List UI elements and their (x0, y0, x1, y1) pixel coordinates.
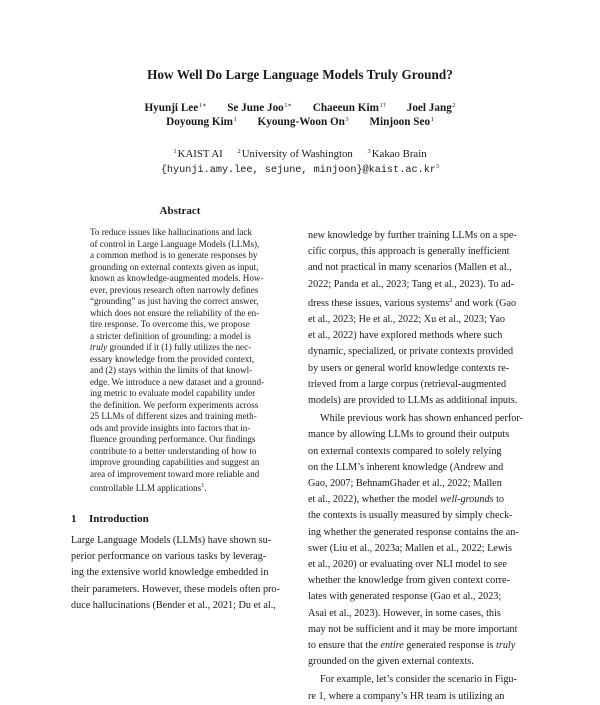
author-line-1 (0, 101, 600, 114)
body-line: swer (Liu et al., 2023a; Mallen et al., 2022; Lewis (308, 542, 512, 554)
abstract-line: ing metric to evaluate model capability under (90, 388, 256, 398)
footnote-marker: 1 (201, 482, 205, 489)
affiliation: $^1$KAIST AI (173, 148, 223, 160)
abstract-line: which does not ensure the reliability of the en- (90, 307, 260, 318)
abstract-line: tire response. To overcome this, we propose (90, 319, 250, 329)
paragraph (308, 672, 530, 704)
body-line: may not be sufficient and it may be more important (308, 623, 518, 635)
author: Doyoung Kim$^1$ (166, 116, 237, 128)
intro-line: ing the extensive world knowledge embedded in (71, 567, 269, 579)
body-line: cific corpus, this approach is generally inefficient (308, 246, 510, 258)
emphasis: truly (496, 640, 516, 652)
intro-line: perior performance on various tasks by leverag- (71, 551, 267, 563)
body-line: 2022; Panda et al., 2023; Tang et al., 2023). To ad- (308, 278, 515, 290)
body-line: For example, let’s consider the scenario in Figu- (320, 674, 517, 686)
body-line: dynamic, specialized, or private contexts provided (308, 346, 514, 358)
author: Chaeeun Kim$^{1\dagger}$ (312, 102, 386, 114)
author: Se June Joo$^{1∗}$ (227, 102, 292, 114)
section-number: 1 (71, 513, 77, 525)
intro-line: their parameters. However, these models often pro- (71, 583, 280, 595)
abstract-line: of control in Large Language Models (LLMs), (90, 238, 260, 249)
abstract-line: essary knowledge from the provided context, (90, 353, 255, 364)
body-line: lates with generated response (Gao et al., 2023; (308, 591, 502, 603)
author: Minjoon Seo$^1$ (369, 116, 434, 128)
emphasis: well-grounds (440, 494, 494, 506)
body-line: to ensure that the entire generated response is truly (308, 640, 516, 652)
abstract-line: improve grounding capabilities and suggest an (90, 457, 260, 467)
body-line: models) are provided to LLMs as additional inputs. (308, 395, 518, 407)
body-line: et al., 2022) have explored methods where such (308, 330, 503, 342)
body-line: the contexts is usually measured by simply check- (308, 510, 513, 522)
body-line: grounded on the given external contexts. (308, 656, 474, 668)
paragraph (308, 228, 530, 409)
abstract-line: ever, previous research often narrowly defines (90, 284, 259, 295)
author-line-2 (0, 116, 600, 128)
affiliations (0, 148, 600, 160)
body-line: and not practical in many scenarios (Mallen et al., (308, 262, 512, 274)
body-line: Gao, 2007; BehnamGhader et al., 2022; Mallen (308, 478, 502, 490)
body-line: new knowledge by further training LLMs on a spe- (308, 230, 517, 241)
emphasis: entire (380, 640, 404, 652)
abstract-line: a stricter definition of grounding: a model is (90, 330, 251, 341)
abstract-line: contribute to a better understanding of how to (90, 445, 257, 456)
body-line: whether the knowledge from given context corre- (308, 575, 510, 587)
paragraph (308, 411, 530, 670)
abstract-emphasis: truly (90, 342, 108, 352)
right-column (308, 228, 530, 705)
body-line: While previous work has shown enhanced perfor- (320, 413, 523, 425)
body-line: Asai et al., 2023). However, in some cases, this (308, 607, 501, 619)
body-line: by users or general world knowledge contexts re- (308, 362, 510, 374)
abstract-line: controllable LLM applications$^1$. (90, 482, 207, 493)
body-line: on external contexts compared to solely relying (308, 445, 502, 457)
body-line: trieved from a large corpus (retrieval-augmented (308, 378, 507, 390)
body-line: mance by allowing LLMs to ground their outputs (308, 429, 510, 441)
abstract-line: a common method is to generate responses by (90, 250, 258, 260)
abstract-line: To reduce issues like hallucinations and lack (90, 227, 252, 237)
intro-line: duce hallucinations (Bender et al., 2021; Du et al., (71, 599, 276, 611)
abstract-line: edge. We introduce a new dataset and a ground- (90, 376, 265, 387)
section-heading-introduction (71, 513, 149, 525)
body-line: ing whether the generated response contains the an- (308, 526, 519, 538)
abstract-heading: Abstract (159, 205, 201, 217)
paper-title: How Well Do Large Language Models Truly Ground? (147, 67, 453, 82)
abstract-line: grounding on external contexts given as input, (90, 261, 259, 272)
affiliation: $^3$Kakao Brain (367, 148, 427, 160)
body-line: et al., 2023; He et al., 2022; Xu et al., 2023; Yao (308, 314, 505, 326)
email-address: {hyunji.amy.lee, sejune, minjoon}@kaist.ac.kr (160, 165, 436, 176)
abstract-line: fluence grounding performance. Our findings (90, 434, 256, 444)
abstract-line: “grounding” as just having the correct answer, (90, 296, 259, 306)
section-title: Introduction (89, 513, 149, 525)
affiliation: $^2$University of Washington (237, 148, 353, 160)
author: Hyunji Lee$^{1∗}$ (144, 102, 207, 114)
body-line: dress these issues, various systems$^2$ and work (Gao (308, 296, 517, 309)
body-line: et al., 2022), whether the model well-grounds to (308, 494, 504, 506)
abstract-line: area of improvement toward more reliable and (90, 468, 260, 479)
body-line: on the LLM’s inherent knowledge (Andrew and (308, 461, 504, 473)
introduction-body (71, 533, 292, 614)
abstract-line: and (2) stays within the limits of that knowl- (90, 365, 253, 375)
body-line: et al., 2020) or evaluating over NLI model to see (308, 559, 507, 571)
author-emails (0, 163, 600, 176)
abstract-line: the definition. We perform experiments across (90, 399, 259, 410)
author: Joel Jang$^2$ (406, 102, 456, 114)
abstract-body (90, 227, 274, 495)
abstract-line: ods and provide insights into factors that in- (90, 422, 251, 433)
body-line: re 1, where a company’s HR team is utilizing an (308, 690, 505, 702)
abstract-line: truly grounded if it (1) fully utilizes the nec- (90, 342, 252, 352)
footnote-marker: 2 (449, 296, 453, 304)
author: Kyoung-Woon On$^3$ (257, 116, 349, 128)
abstract-line: 25 LLMs of different sizes and training meth- (90, 411, 257, 421)
intro-line: Large Language Models (LLMs) have shown su- (71, 535, 272, 546)
email-mark: 3 (435, 163, 440, 170)
abstract-line: known as knowledge-augmented models. How- (90, 273, 264, 283)
